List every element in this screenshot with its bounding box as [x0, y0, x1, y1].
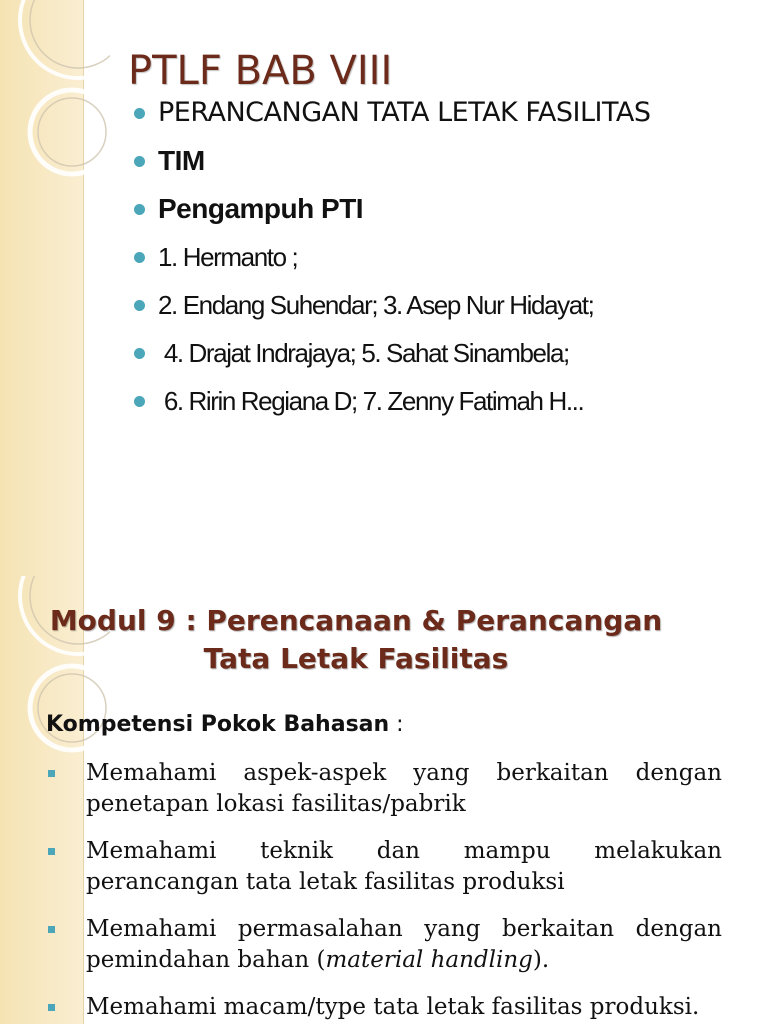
list-item	[132, 336, 652, 370]
bullet-list	[132, 96, 652, 432]
list-item-text: TIM	[158, 145, 205, 176]
sub-heading-bold: Kompetensi Pokok Bahasan	[46, 712, 390, 737]
list-item	[46, 914, 722, 976]
list-item	[132, 288, 652, 322]
list-item-text-pre: Memahami permasalahan yang berkaitan dengan pemindahan bahan (	[86, 916, 722, 973]
bullet-square	[48, 1004, 55, 1011]
bullet-square	[48, 926, 55, 933]
list-item	[132, 144, 652, 178]
sub-heading	[46, 712, 404, 737]
bullet-dot	[134, 156, 145, 167]
bullet-dot	[134, 252, 145, 263]
list-item-text: 4. Drajat Indrajaya; 5. Sahat Sinambela;	[158, 338, 569, 368]
list-item-text: PERANCANGAN TATA LETAK FASILITAS	[158, 97, 651, 128]
slide-title	[36, 602, 676, 678]
bullet-list	[46, 758, 722, 1024]
slide-title: PTLF BAB VIII	[128, 48, 393, 94]
bullet-square	[48, 848, 55, 855]
bullet-dot	[134, 300, 145, 311]
list-item-text-post: ).	[532, 947, 550, 973]
list-item	[132, 96, 652, 130]
bullet-dot	[134, 348, 145, 359]
list-item	[132, 192, 652, 226]
sub-heading-suffix: :	[389, 712, 404, 737]
list-item	[46, 758, 722, 820]
slide-title-line-2: Tata Letak Fasilitas	[203, 642, 509, 675]
list-item-text: 6. Ririn Regiana D; 7. Zenny Fatimah H...	[158, 386, 584, 416]
list-item	[132, 384, 652, 418]
list-item-text: 2. Endang Suhendar; 3. Asep Nur Hidayat;	[158, 290, 594, 320]
bullet-dot	[134, 396, 145, 407]
bullet-square	[48, 770, 55, 777]
list-item-text-italic: material handling	[325, 947, 533, 973]
list-item	[46, 992, 722, 1023]
list-item-text: Memahami aspek-aspek yang berkaitan dengan penetapan lokasi fasilitas/pabrik	[86, 760, 722, 817]
list-item-text: Memahami macam/type tata letak fasilitas produksi.	[86, 994, 700, 1020]
slide-2	[0, 576, 768, 1024]
list-item-text: Pengampuh PTI	[158, 193, 364, 224]
list-item	[46, 836, 722, 898]
list-item-text: 1. Hermanto ;	[158, 242, 298, 272]
decorative-rings	[0, 0, 110, 200]
slide-title-line-1: Modul 9 : Perencanaan & Perancangan	[49, 604, 663, 637]
list-item	[132, 240, 652, 274]
bullet-dot	[134, 204, 145, 215]
list-item-text: Memahami teknik dan mampu melakukan perancangan tata letak fasilitas produksi	[86, 838, 722, 895]
bullet-dot	[134, 108, 145, 119]
